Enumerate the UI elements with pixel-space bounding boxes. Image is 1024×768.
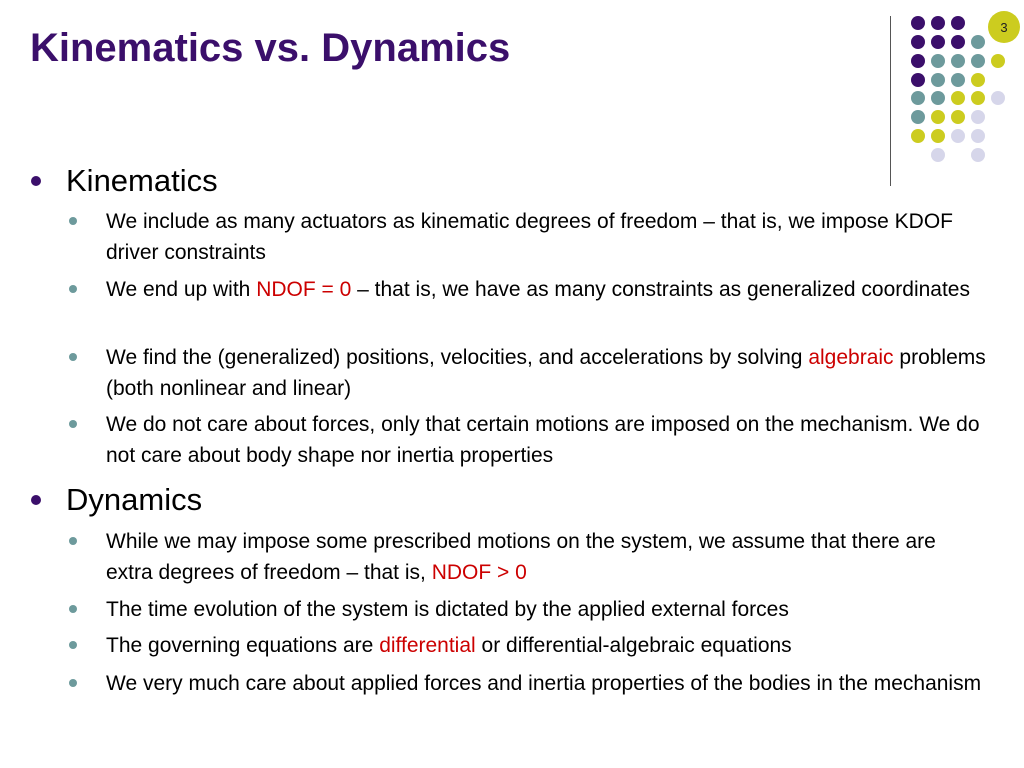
page-number-badge: 3 xyxy=(988,11,1020,43)
list-item xyxy=(106,274,986,305)
bullet-icon xyxy=(69,641,77,649)
bullet-icon xyxy=(69,605,77,613)
bullet-icon xyxy=(31,176,41,186)
section-heading-kinematics xyxy=(66,163,218,199)
decorative-dot xyxy=(931,73,945,87)
decorative-dot xyxy=(951,129,965,143)
decorative-dot xyxy=(911,129,925,143)
decorative-dot xyxy=(951,110,965,124)
decorative-dot xyxy=(971,91,985,105)
item-text-post: or differential-algebraic equations xyxy=(475,634,792,657)
item-text-pre: The governing equations are xyxy=(106,634,380,657)
decorative-dot xyxy=(931,35,945,49)
decorative-dot xyxy=(971,129,985,143)
item-highlight: NDOF = 0 xyxy=(256,278,352,301)
bullet-icon xyxy=(69,537,77,545)
decorative-dot xyxy=(931,54,945,68)
item-text: The time evolution of the system is dictated by the applied external forces xyxy=(106,598,789,621)
title-divider-line xyxy=(890,16,891,186)
decorative-dot xyxy=(931,16,945,30)
list-item xyxy=(106,206,986,268)
decorative-dot xyxy=(951,91,965,105)
decorative-dot xyxy=(931,129,945,143)
decorative-dot xyxy=(971,35,985,49)
decorative-dot xyxy=(911,35,925,49)
list-item xyxy=(106,594,986,625)
decorative-dot xyxy=(911,16,925,30)
list-item xyxy=(106,668,986,699)
decorative-dot xyxy=(971,54,985,68)
list-item xyxy=(106,526,986,588)
decorative-dot xyxy=(991,54,1005,68)
list-item xyxy=(106,630,986,661)
decorative-dot xyxy=(931,148,945,162)
item-text: We include as many actuators as kinematic degrees of freedom – that is, we impose KDOF driver constraints xyxy=(106,210,953,264)
item-text-post: problems (both nonlinear and linear) xyxy=(106,346,986,400)
decorative-dot xyxy=(951,16,965,30)
list-item xyxy=(106,342,986,404)
decorative-dot xyxy=(991,91,1005,105)
item-text-post: – that is, we have as many constraints as generalized coordinates xyxy=(351,278,970,301)
decorative-dot xyxy=(951,35,965,49)
decorative-dot xyxy=(911,91,925,105)
decorative-dot xyxy=(911,54,925,68)
decorative-dot xyxy=(971,73,985,87)
bullet-icon xyxy=(31,495,41,505)
item-text-pre: We end up with xyxy=(106,278,257,301)
section-heading-text: Dynamics xyxy=(66,482,203,517)
slide-title: Kinematics vs. Dynamics xyxy=(30,26,511,70)
item-text-pre: We find the (generalized) positions, velocities, and accelerations by solving xyxy=(106,346,809,369)
decorative-dot xyxy=(931,91,945,105)
item-text: We do not care about forces, only that certain motions are imposed on the mechanism. We do not care about body shape nor inertia properties xyxy=(106,413,980,467)
section-heading-text: Kinematics xyxy=(66,163,218,198)
item-highlight: NDOF > 0 xyxy=(431,561,527,584)
list-item xyxy=(106,409,986,471)
bullet-icon xyxy=(69,353,77,361)
item-highlight: differential xyxy=(379,634,476,657)
bullet-icon xyxy=(69,217,77,225)
decorative-dot xyxy=(911,110,925,124)
bullet-icon xyxy=(69,285,77,293)
decorative-dot xyxy=(971,148,985,162)
decorative-dot xyxy=(931,110,945,124)
decorative-dot xyxy=(951,54,965,68)
item-highlight: algebraic xyxy=(808,346,894,369)
decorative-dot xyxy=(911,73,925,87)
bullet-icon xyxy=(69,420,77,428)
section-heading-dynamics xyxy=(66,482,202,518)
decorative-dot xyxy=(971,110,985,124)
item-text: We very much care about applied forces and inertia properties of the bodies in the mechanism xyxy=(106,672,982,695)
decorative-dot xyxy=(951,73,965,87)
item-text-pre: While we may impose some prescribed motions on the system, we assume that there are extra degrees of freedom – that is, xyxy=(106,530,936,584)
bullet-icon xyxy=(69,679,77,687)
